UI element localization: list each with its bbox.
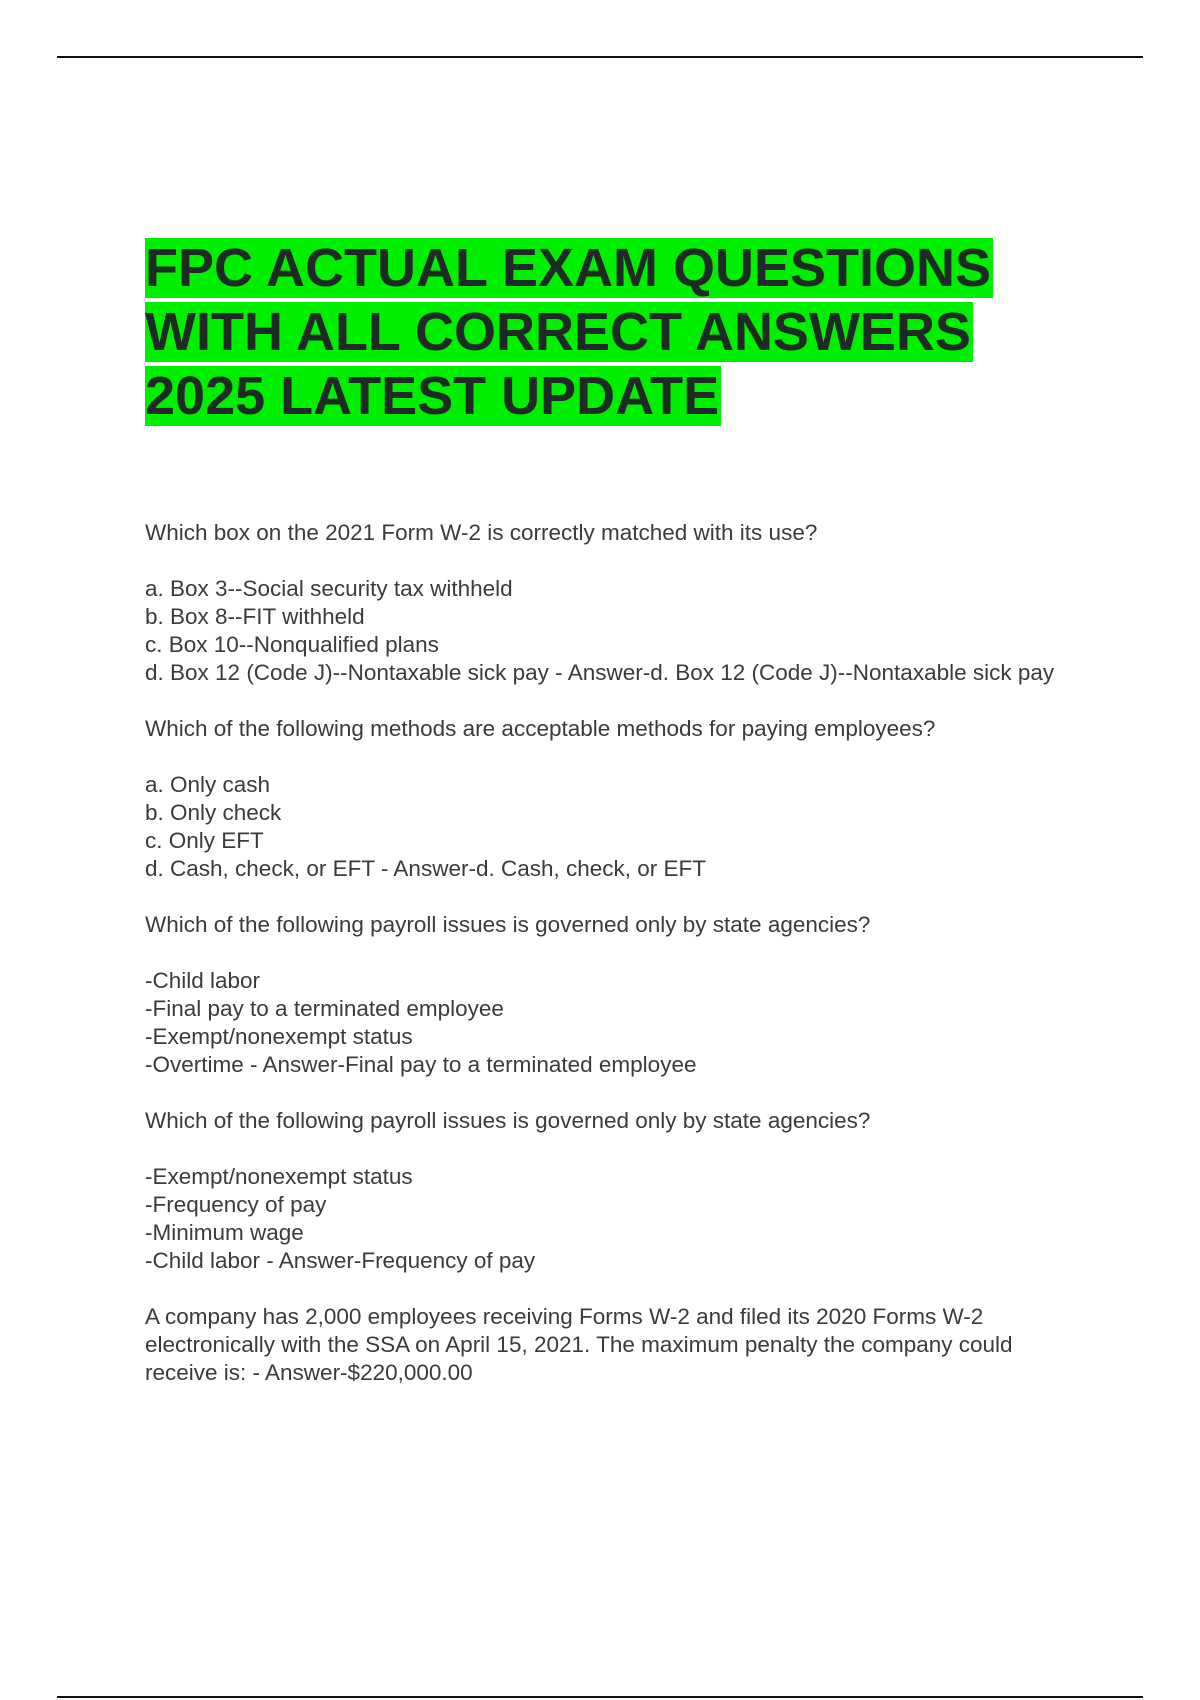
question-block-2 [145, 715, 1085, 883]
bottom-rule [57, 1696, 1143, 1698]
option-item: -Exempt/nonexempt status [145, 1024, 413, 1049]
question-block-3 [145, 911, 1085, 1079]
title-line-1: FPC ACTUAL EXAM QUESTIONS [145, 238, 992, 298]
option-item: b. Box 8--FIT withheld [145, 604, 365, 629]
question-block-4 [145, 1107, 1085, 1275]
option-item-answer: d. Cash, check, or EFT - Answer-d. Cash, check, or EFT [145, 856, 707, 881]
question-text: Which of the following payroll issues is governed only by state agencies? [145, 1108, 871, 1133]
option-item-answer: -Overtime - Answer-Final pay to a terminated employee [145, 1052, 697, 1077]
option-item: a. Box 3--Social security tax withheld [145, 576, 513, 601]
option-list [145, 1163, 1085, 1275]
option-item-answer: d. Box 12 (Code J)--Nontaxable sick pay - Answer-d. Box 12 (Code J)--Nontaxable sick pay [145, 660, 1055, 685]
document-title [145, 236, 1105, 428]
title-line-3: 2025 LATEST UPDATE [145, 366, 720, 426]
option-item: -Final pay to a terminated employee [145, 996, 504, 1021]
option-item: -Exempt/nonexempt status [145, 1164, 413, 1189]
option-item: a. Only cash [145, 772, 271, 797]
option-list [145, 771, 1085, 883]
question-block-1 [145, 519, 1085, 687]
option-list [145, 575, 1085, 687]
title-line-2: WITH ALL CORRECT ANSWERS [145, 302, 971, 362]
option-item-answer: -Child labor - Answer-Frequency of pay [145, 1248, 536, 1273]
option-item: -Minimum wage [145, 1220, 304, 1245]
document-body [145, 519, 1085, 1387]
option-list [145, 967, 1085, 1079]
top-rule [57, 56, 1143, 58]
question-text: Which box on the 2021 Form W-2 is correctly matched with its use? [145, 520, 818, 545]
option-item: -Child labor [145, 968, 261, 993]
option-item: c. Only EFT [145, 828, 264, 853]
option-item: b. Only check [145, 800, 282, 825]
option-item: c. Box 10--Nonqualified plans [145, 632, 439, 657]
final-question-paragraph: A company has 2,000 employees receiving Forms W-2 and filed its 2020 Forms W-2 electronically with the SSA on April 15, 2021. The maximum penalty the company could receive is: - Answer-$220,000.00 [145, 1304, 1013, 1385]
option-item: -Frequency of pay [145, 1192, 327, 1217]
question-text: Which of the following payroll issues is governed only by state agencies? [145, 912, 871, 937]
question-text: Which of the following methods are acceptable methods for paying employees? [145, 716, 936, 741]
